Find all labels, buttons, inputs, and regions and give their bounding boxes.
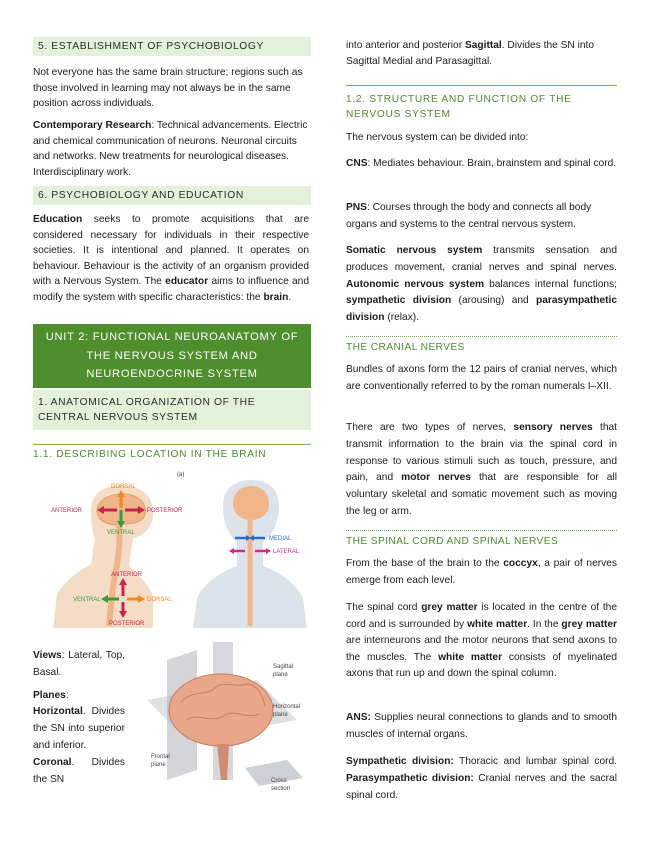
label-frontal: Frontal	[151, 754, 170, 760]
subsection-1-1-heading: 1.1. DESCRIBING LOCATION IN THE BRAIN	[33, 449, 267, 460]
somatic-autonomic-paragraph: Somatic nervous system transmits sensation and produces movement, cranial nerves and spinal nerves. Autonomic nervous system balances internal functions; sympathetic division (arousing) and parasympathetic division (relax).	[346, 245, 617, 324]
spinal-paragraph-1: From the base of the brain to the coccyx, a pair of nerves emerge from each level.	[346, 558, 617, 586]
contemporary-research-paragraph: Contemporary Research: Technical advancements. Electric and chemical communication of neurons. Neuronal circuits and networks. New treatments for neurological diseases. Interdisciplinary work.	[33, 120, 308, 178]
label-lateral: LATERAL	[273, 549, 300, 555]
label-anterior-2: ANTERIOR	[111, 572, 143, 578]
section-6-heading: 6. PSYCHOBIOLOGY AND EDUCATION	[33, 186, 311, 205]
cranial-paragraph-1: Bundles of axons form the 12 pairs of cranial nerves, which are conventionally referred to by the roman numerals I–XII.	[346, 364, 617, 392]
planes-line: Planes:	[33, 689, 69, 701]
unit-title-banner: UNIT 2: FUNCTIONAL NEUROANATOMY OF THE NERVOUS SYSTEM AND NEUROENDOCRINE SYSTEM	[33, 324, 311, 388]
label-horizontal: Horizontal	[273, 704, 301, 710]
brain-orientation-figure	[33, 466, 311, 628]
cranial-nerves-heading: THE CRANIAL NERVES	[346, 342, 465, 353]
label-plane-3: plane	[151, 762, 166, 768]
label-sagittal: Sagittal	[273, 664, 294, 670]
coronal-line: Coronal. Divides the SN	[33, 756, 125, 785]
label-anterior: ANTERIOR	[51, 508, 83, 514]
views-planes-text	[33, 648, 125, 788]
spinal-paragraph-2: The spinal cord grey matter is located in the centre of the cord and is surrounded by white matter. In the grey matter are interneurons and the motor neurons that send axons to the muscles. The white matter consists of myelinated axons that run up and down the spinal column.	[346, 602, 617, 680]
ans-paragraph: ANS: Supplies neural connections to glands and to smooth muscles of internal organs.	[346, 712, 617, 740]
pns-paragraph: PNS: Courses through the body and connects all body organs and systems to the central nervous system.	[346, 202, 592, 230]
label-plane-1: plane	[273, 672, 288, 678]
label-ventral-2: VENTRAL	[73, 597, 101, 603]
label-plane-2: plane	[273, 712, 288, 718]
figure-letter: (a)	[177, 472, 185, 478]
label-ventral: VENTRAL	[107, 530, 135, 536]
cranial-paragraph-2: There are two types of nerves, sensory nerves that transmit information to the brain via the spinal cord in response to various stimuli such as touch, pressure, and pain, and motor nerves that are responsible for all voluntary skeletal and somatic movement such as moving the leg or arm.	[346, 422, 617, 517]
nervous-system-intro: The nervous system can be divided into:	[346, 132, 529, 143]
views-line: Views: Lateral, Top, Basal.	[33, 650, 125, 678]
label-section: section	[271, 786, 291, 792]
brain-shape-right	[233, 486, 269, 520]
spinal-cord-heading: THE SPINAL CORD AND SPINAL NERVES	[346, 536, 559, 547]
divisions-paragraph: Sympathetic division: Thoracic and lumbar spinal cord. Parasympathetic division: Cranial nerves and the sacral spinal cord.	[346, 756, 617, 801]
horizontal-line: Horizontal. Divides the SN into superior and inferior.	[33, 706, 125, 751]
label-posterior-2: POSTERIOR	[109, 621, 145, 627]
sagittal-continuation: into anterior and posterior Sagittal. Divides the SN into Sagittal Medial and Parasagittal.	[346, 40, 595, 67]
section-1-divider	[33, 444, 311, 445]
education-paragraph: Education seeks to promote acquisitions that are considered necessary for individuals in their respective societies. It is intentional and planned. It operates on behaviour. Behaviour is the activity of an organism provided with a Nervous System. The educator aims to influence and modify the system with specific characteristics: the brain.	[33, 214, 309, 303]
label-cross: Cross	[271, 778, 287, 784]
subsection-1-2-heading: 1.2. STRUCTURE AND FUNCTION OF THE NERVOUS SYSTEM	[346, 94, 572, 120]
section-5-heading: 5. ESTABLISHMENT OF PSYCHOBIOLOGY	[33, 37, 311, 56]
cns-paragraph: CNS: Mediates behaviour. Brain, brainstem and spinal cord.	[346, 158, 617, 169]
cranial-divider	[346, 336, 617, 337]
brain-planes-figure	[137, 640, 309, 796]
section-5-paragraph: Not everyone has the same brain structure; regions such as those involved in learning may not always be in the same position across individuals.	[33, 67, 303, 109]
section-1-2-divider	[346, 85, 617, 86]
spinal-divider	[346, 530, 617, 531]
label-dorsal-2: DORSAL	[147, 597, 172, 603]
label-dorsal: DORSAL	[111, 484, 136, 490]
label-posterior: POSTERIOR	[147, 508, 183, 514]
label-medial: MEDIAL	[269, 536, 292, 542]
section-1-heading: 1. ANATOMICAL ORGANIZATION OF THE CENTRAL NERVOUS SYSTEM	[33, 390, 311, 430]
